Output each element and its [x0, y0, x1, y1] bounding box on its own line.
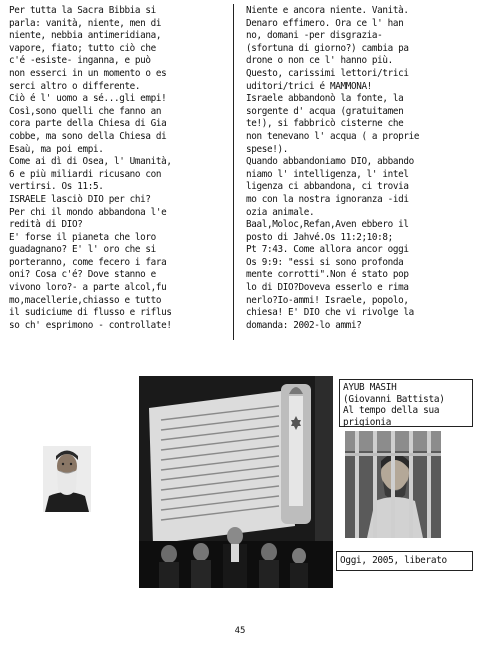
text-line: Per chi il mondo abbandona l'e: [9, 206, 167, 218]
text-line: posto di Jahvé.Os 11:2;10:8;: [246, 231, 393, 243]
text-line: so ch' esprimono - controllate!: [9, 319, 172, 331]
text-line: oni? Cosa c'é? Dove stanno e: [9, 269, 156, 281]
text-line: Niente e ancora niente. Vanità.: [246, 5, 409, 16]
caption-alias: (Giovanni Battista): [343, 393, 445, 405]
text-line: Questo, carissimi lettori/trici: [246, 67, 409, 79]
text-line: serci altro o differente.: [9, 80, 141, 92]
text-line: vertirsi. Os 11:5.: [9, 181, 104, 193]
text-line: uditori/trici é MAMMONA!: [246, 80, 372, 92]
left-text-column: [9, 5, 229, 332]
text-line: Per tutta la Sacra Bibbia si: [9, 5, 156, 16]
text-line: (sfortuna di giorno?) cambia pa: [246, 42, 409, 54]
text-line: mo,macellerie,chiasso e tutto: [9, 294, 162, 306]
text-line: c'é -esiste- inganna, e può: [9, 55, 151, 67]
text-line: te!), si fabbricò cisterne che: [246, 118, 404, 130]
text-line: ozia animale.: [246, 206, 315, 218]
text-line: lo di DIO?Doveva esserlo e rima: [246, 282, 409, 294]
prisoner-caption: [339, 379, 473, 427]
text-line: Israele abbandonò la fonte, la: [246, 93, 404, 105]
text-line: chiesa! E' DIO che vi rivolge la: [246, 307, 414, 319]
right-text-column: [246, 5, 466, 332]
caption-line: prigionia: [343, 416, 392, 428]
text-line: porteranno, come fecero i fara: [9, 256, 167, 268]
text-line: ligenza ci abbandona, ci trovia: [246, 181, 409, 193]
text-line: redità di DIO?: [9, 219, 83, 231]
page-number: 45: [234, 626, 246, 636]
text-line: Così,sono quelli che fanno an: [9, 105, 162, 117]
text-line: mo con la nostra ignoranza -idi: [246, 193, 409, 205]
text-line: parla: vanità, niente, men di: [9, 17, 162, 29]
text-line: cobbe, ma sono della Chiesa di: [9, 130, 167, 142]
text-line: mente corrotti".Non é stato pop: [246, 269, 409, 281]
text-line: vapore, fiato; tutto ciò che: [9, 42, 156, 54]
text-line: drone o non ce l' hanno più.: [246, 55, 393, 67]
text-line: il sudiciume di flusso e riflus: [9, 307, 172, 319]
bearded-man-portrait: [43, 446, 91, 512]
torah-scroll-ceremony-photo: [139, 376, 333, 588]
text-line: Ciò é l' uomo a sé...gli empi!: [9, 93, 167, 105]
text-line: guadagnano? E' l' oro che si: [9, 244, 156, 256]
text-line: 6 e più miliardi ricusano con: [9, 168, 162, 180]
text-line: Esaù, ma poi empi.: [9, 143, 104, 155]
text-line: vivono loro?- a parte alcol,fu: [9, 282, 167, 294]
text-line: Pt 7:43. Come allora ancor oggi: [246, 244, 409, 256]
text-line: Baal,Moloc,Refan,Aven ebbero il: [246, 219, 409, 231]
text-line: Come ai dì di Osea, l' Umanità,: [9, 156, 172, 168]
text-line: E' forse il pianeta che loro: [9, 231, 156, 243]
caption-line: Al tempo della sua: [343, 405, 440, 417]
text-line: nerlo?Io-ammi! Israele, popolo,: [246, 294, 409, 306]
text-line: Os 9:9: "essi si sono profonda: [246, 256, 404, 268]
text-line: niente, nebbia antimeridiana,: [9, 30, 162, 42]
prisoner-behind-bars-photo: [345, 431, 441, 538]
text-line: sorgente d' acqua (gratuitamen: [246, 105, 404, 117]
text-line: domanda: 2002-lo ammi?: [246, 319, 362, 331]
text-line: spese!).: [246, 143, 288, 155]
text-line: ISRAELE lasciò DIO per chi?: [9, 193, 151, 205]
column-divider: [233, 4, 234, 340]
text-line: Denaro effimero. Ora ce l' han: [246, 17, 404, 29]
caption-name: AYUB MASIH: [343, 382, 397, 393]
text-line: non tenevano l' acqua ( a proprie: [246, 130, 420, 142]
text-line: Quando abbandoniamo DIO, abbando: [246, 156, 414, 168]
text-line: niamo l' intelligenza, l' intel: [246, 168, 409, 180]
text-line: cora parte della Chiesa di Gia: [9, 118, 167, 130]
release-caption: Oggi, 2005, liberato: [336, 551, 473, 571]
text-line: no, domani -per disgrazia-: [246, 30, 383, 42]
text-line: non esserci in un momento o es: [9, 67, 167, 79]
